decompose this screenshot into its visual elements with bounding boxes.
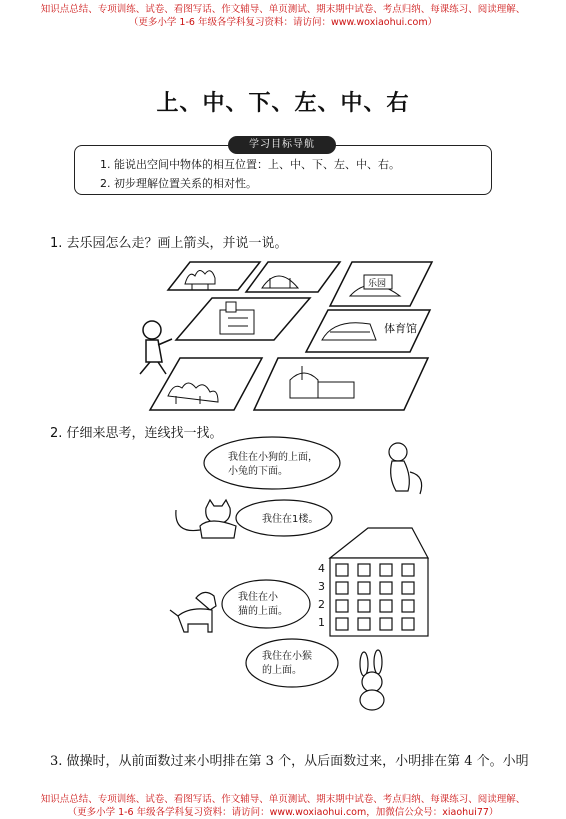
apartment-building	[330, 528, 428, 636]
question-1: 1. 去乐园怎么走？画上箭头，并说一说。	[50, 236, 288, 251]
bottom-banner-line2: （更多小学 1-6 年级各学科复习资料：请访问：www.woxiaohui.com，加微信公众号：xiaohui77）	[67, 807, 499, 818]
bottom-banner	[0, 793, 566, 819]
top-banner-line1: 知识点总结、专项训练、试卷、看图写话、作文辅导、单页测试、期末期中试卷、考点归纳、每课练习、阅读理解、	[40, 4, 526, 15]
rabbit-icon	[360, 650, 384, 710]
question-3: 3. 做操时，从前面数过来小明排在第 3 个，从后面数过来，小明排在第 4 个。小明	[50, 754, 529, 769]
top-banner-line2: （更多小学 1-6 年级各学科复习资料：请访问：www.woxiaohui.com）	[128, 17, 438, 28]
monkey-speech-bubble	[204, 437, 340, 489]
floor-label-3: 3	[318, 580, 325, 593]
monkey-bubble-line1: 我住在小狗的上面，	[228, 452, 318, 463]
dog-bubble-line1: 我住在小	[238, 592, 278, 603]
rabbit-bubble-line1: 我住在小猴	[262, 651, 312, 662]
rabbit-speech-bubble	[246, 639, 338, 687]
cat-bubble-text: 我住在1楼。	[262, 514, 319, 525]
stadium-label: 体育馆	[384, 322, 417, 335]
question-2: 2. 仔细来思考，连线找一找。	[50, 426, 223, 441]
monkey-bubble-line2: 小兔的下面。	[228, 466, 288, 477]
dog-icon	[170, 592, 216, 632]
park-label: 乐园	[368, 279, 387, 289]
rabbit-bubble-line2: 的上面。	[262, 665, 302, 676]
dog-bubble-line2: 猫的上面。	[238, 606, 288, 617]
dog-speech-bubble	[222, 580, 310, 628]
floor-label-4: 4	[318, 562, 325, 575]
goal-item-1: 1. 能说出空间中物体的相互位置：上、中、下、左、中、右。	[100, 158, 400, 171]
page-title: 上、中、下、左、中、右	[156, 91, 410, 116]
learning-goals-badge: 学习目标导航	[228, 136, 336, 154]
cat-icon	[176, 500, 236, 538]
monkey-icon	[389, 443, 422, 494]
floor-label-1: 1	[318, 616, 325, 629]
floor-label-2: 2	[318, 598, 325, 611]
bottom-banner-line1: 知识点总结、专项训练、试卷、看图写话、作文辅导、单页测试、期末期中试卷、考点归纳、每课练习、阅读理解、	[40, 794, 526, 805]
goal-item-2: 2. 初步理解位置关系的相对性。	[100, 177, 257, 190]
